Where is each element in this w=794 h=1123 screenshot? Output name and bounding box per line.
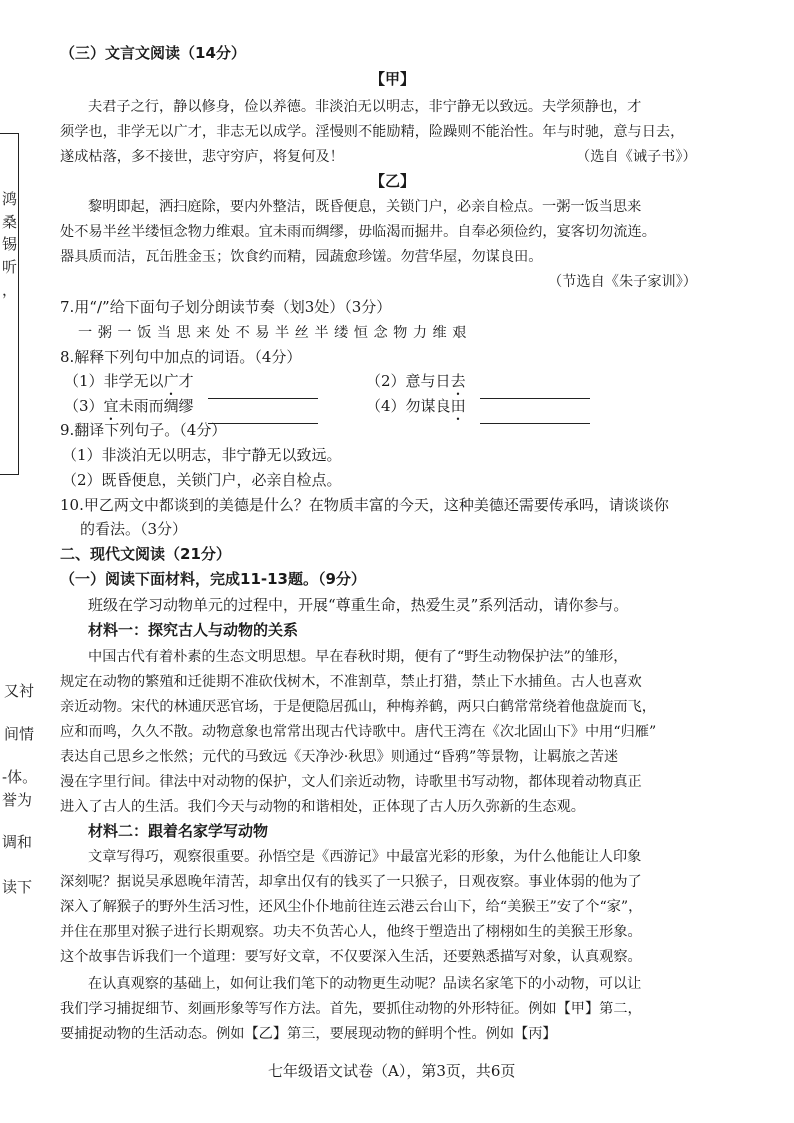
- material-line: 要捕捉动物的生活动态。例如【乙】第三，要展现动物的鲜明个性。例如【丙】: [60, 1026, 557, 1042]
- material-line: 进入了古人的生活。我们今天与动物的和谐相处，正体现了古人历久弥新的生态观。: [60, 799, 585, 815]
- section-heading: （三）文言文阅读（14分）: [60, 44, 246, 62]
- question-9: 9.翻译下列句子。（4分）: [60, 421, 227, 439]
- passage-line: 遂成枯落，多不接世，悲守穷庐，将复何及！: [60, 149, 344, 165]
- margin-char: ，: [2, 281, 18, 299]
- question-7-sentence: 一 粥 一 饭 当 思 来 处 不 易 半 丝 半 缕 恒 念 物 力 维 艰: [78, 325, 467, 341]
- passage-line: 夫君子之行，静以修身，俭以养德。非淡泊无以明志，非宁静无以致远。夫学须静也，才: [88, 99, 642, 115]
- material-line: 漫在字里行间。律法中对动物的保护，文人们亲近动物，诗歌里书写动物，都体现着动物真正: [60, 774, 642, 790]
- margin-border-box: [0, 133, 19, 475]
- material-line: 我们学习捕捉细节、刻画形象等写作方法。首先，要抓住动物的外形特征。例如【甲】第二，: [60, 1001, 642, 1017]
- dotted-word: 去: [450, 372, 466, 390]
- material-line: 规定在动物的繁殖和迁徙期不准砍伐树木，不准割草，禁止打猎，禁止下水捕鱼。古人也喜欢: [60, 674, 642, 690]
- item-text: 未雨而绸缪: [118, 397, 194, 415]
- material-line: 并住在那里对猴子进行长期观察。功夫不负苦心人，他终于塑造出了栩栩如生的美猴王形象。: [60, 924, 642, 940]
- material2-title: 材料二：跟着名家学写动物: [88, 822, 269, 840]
- material-line: 深入了解猴子的野外生活习性，还风尘仆仆地前往连云港云台山下，给“美猴王”安了个“家”，: [60, 899, 643, 915]
- passage-title-yi: 【乙】: [370, 172, 416, 190]
- passage-line: 黎明即起，洒扫庭除，要内外整洁，既昏便息，关锁门户，必亲自检点。一粥一饭当思来: [88, 199, 642, 215]
- page-footer: 七年级语文试卷（A），第3页，共6页: [268, 1062, 516, 1080]
- item-text: 意与日: [405, 372, 451, 390]
- passage-source: （选自《诫子书》）: [576, 149, 697, 165]
- question-8-item: [366, 395, 590, 424]
- dotted-word: 田: [450, 397, 466, 415]
- material-line: 亲近动物。宋代的林逋厌恶官场，于是便隐居孤山，种梅养鹤，两只白鹤常常绕着他盘旋而飞，: [60, 699, 656, 715]
- passage-line: 器具质而洁，瓦缶胜金玉；饮食约而精，园蔬愈珍馐。勿营华屋，勿谋良田。: [60, 249, 543, 265]
- item-number: （3）: [64, 397, 104, 415]
- item-number: （1）: [64, 372, 104, 390]
- part2-intro: 班级在学习动物单元的过程中，开展“尊重生命，热爱生灵”系列活动，请你参与。: [88, 596, 629, 614]
- item-number: （2）: [366, 372, 406, 390]
- material-line: 在认真观察的基础上，如何让我们笔下的动物更生动呢？品读名家笔下的小动物，可以让: [88, 976, 642, 992]
- margin-char: 读下: [2, 878, 33, 896]
- question-10-cont: 的看法。（3分）: [80, 520, 188, 538]
- margin-char: 调和: [2, 833, 33, 851]
- margin-char: 听: [2, 258, 18, 276]
- margin-char: 誉为: [2, 791, 33, 809]
- passage-line: 须学也，非学无以广才，非志无以成学。淫慢则不能励精，险躁则不能治性。年与时驰，意与日去，: [60, 124, 685, 140]
- question-7: 7.用“/”给下面句子划分朗读节奏（划3处）（3分）: [60, 298, 392, 316]
- item-text: 才: [178, 372, 194, 390]
- material-line: 应和而鸣，久久不散。动物意象也常常出现古代诗歌中。唐代王湾在《次北固山下》中用“归雁”: [60, 724, 657, 740]
- material-line: 这个故事告诉我们一个道理：要写好文章，不仅要深入生活，还要熟悉描写对象，认真观察。: [60, 949, 642, 965]
- margin-char: 鸿: [2, 190, 18, 208]
- margin-char: 锡: [2, 235, 18, 253]
- question-9-item: （1）非淡泊无以明志，非宁静无以致远。: [62, 446, 342, 464]
- material-line: 中国古代有着朴素的生态文明思想。早在春秋时期，便有了“野生动物保护法”的雏形，: [88, 649, 628, 665]
- part2-subheading: （一）阅读下面材料，完成11-13题。（9分）: [60, 570, 366, 588]
- material-line: 深刻呢？据说吴承恩晚年清苦，却拿出仅有的钱买了一只猴子，日观夜察。事业体弱的他为了: [60, 874, 642, 890]
- margin-char: 间情: [4, 725, 35, 743]
- margin-char: 桑: [2, 213, 18, 231]
- part2-heading: 二、现代文阅读（21分）: [60, 545, 231, 563]
- passage-source: （节选自《朱子家训》）: [548, 274, 697, 290]
- margin-char: 又衬: [4, 682, 35, 700]
- passage-line: 处不易半丝半缕恒念物力维艰。宜未雨而绸缪，毋临渴而掘井。自奉必须俭约，宴客切勿流连。: [60, 224, 656, 240]
- passage-title-jia: 【甲】: [370, 70, 416, 88]
- material-line: 表达自己思乡之怅然；元代的马致远《天净沙·秋思》则通过“昏鸦”等景物，让羁旅之苦迷: [60, 749, 619, 765]
- item-text: 勿谋良: [405, 397, 451, 415]
- question-8: 8.解释下列句中加点的词语。（4分）: [60, 348, 302, 366]
- answer-blank[interactable]: [480, 409, 590, 424]
- material-line: 文章写得巧，观察很重要。孙悟空是《西游记》中最富光彩的形象，为什么他能让人印象: [88, 849, 642, 865]
- question-9-item: （2）既昏便息，关锁门户，必亲自检点。: [62, 471, 342, 489]
- item-text: 非学无以: [103, 372, 164, 390]
- material1-title: 材料一：探究古人与动物的关系: [88, 621, 299, 639]
- dotted-word: 宜: [103, 397, 119, 415]
- margin-char: -体。: [2, 768, 38, 786]
- dotted-word: 广: [163, 372, 179, 390]
- item-number: （4）: [366, 397, 406, 415]
- question-10: 10.甲乙两文中都谈到的美德是什么？在物质丰富的今天，这种美德还需要传承吗，请谈谈你: [60, 496, 669, 514]
